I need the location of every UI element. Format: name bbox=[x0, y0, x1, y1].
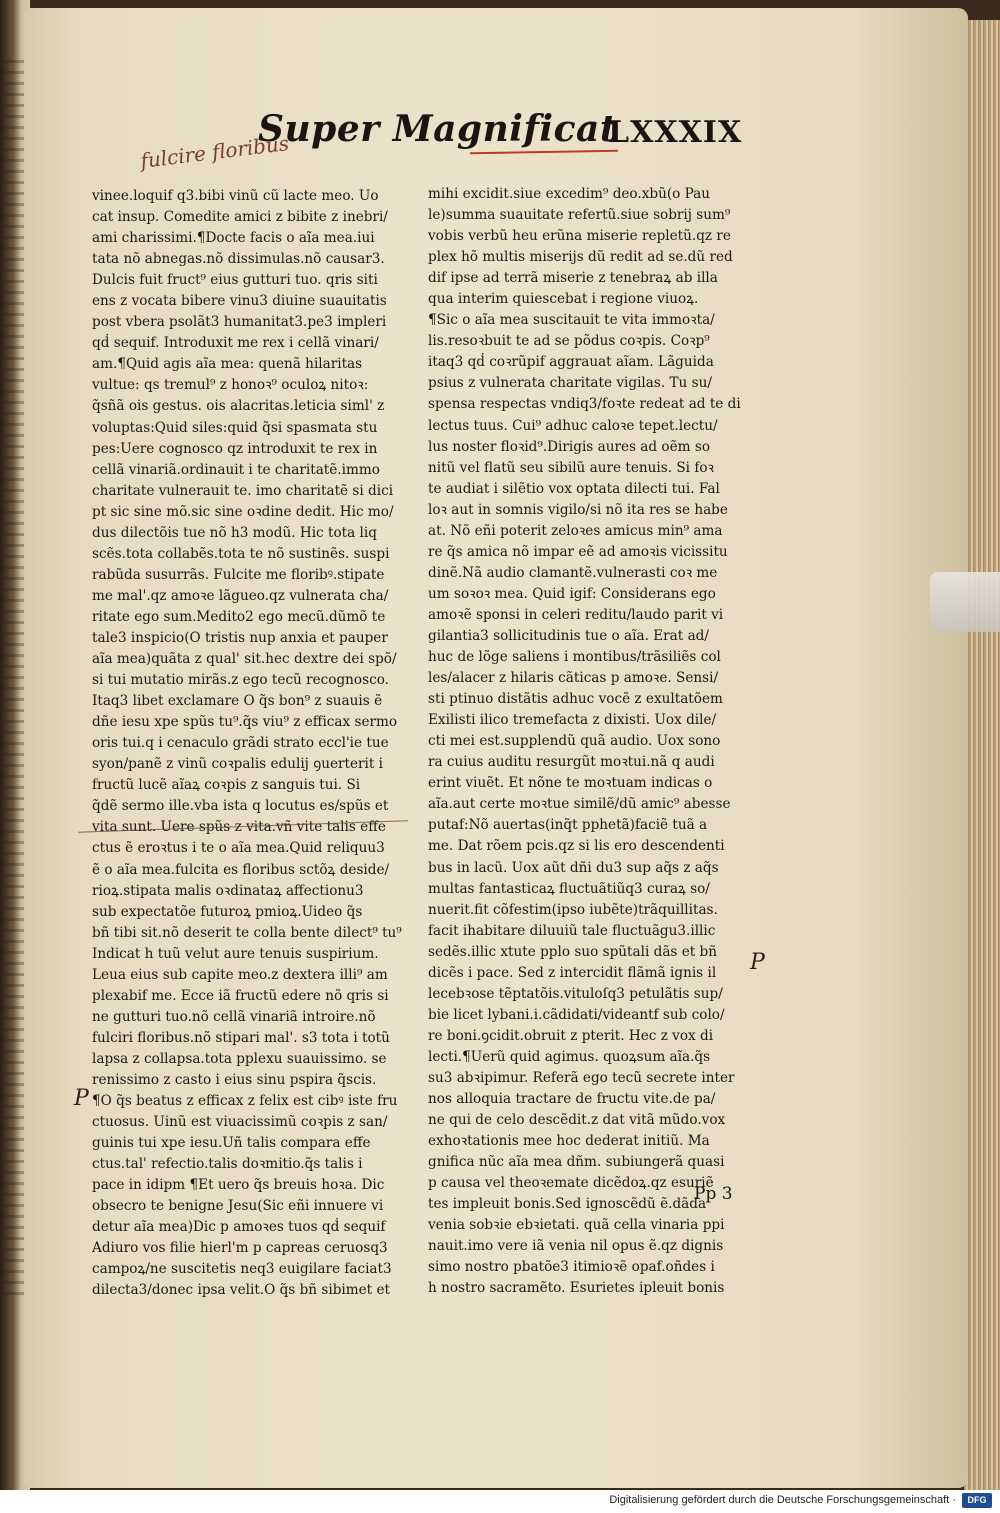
text-line: nos alloquia tractare de fructu vite.de pa/ bbox=[428, 1091, 716, 1108]
text-line: obsecro te benigne Jesu(Sic eñi innuere vi bbox=[92, 1198, 384, 1215]
text-line: scẽs.tota collabẽs.tota te nõ sustinẽs. suspi bbox=[92, 545, 390, 562]
text-column-left bbox=[92, 186, 410, 1301]
text-line: facit ihabitare diluuiũ tale fluctuãgu3.illic bbox=[428, 922, 716, 939]
text-line: le)summa suauitate refertũ.siue sobrij sum⁹ bbox=[428, 207, 731, 224]
funding-credit: Digitalisierung gefördert durch die Deutsche Forschungsgemeinschaft · bbox=[609, 1494, 956, 1506]
text-line: lis.resoꝛbuit te ad se põdus coꝛpis. Coꝛp⁹ bbox=[428, 333, 710, 350]
text-line: vita sunt. Uere spũs z vita.vñ vite talis effe bbox=[92, 819, 386, 836]
text-line: vobis verbũ heu erũna miserie repletũ.qz re bbox=[428, 228, 731, 245]
text-line: amoꝛẽ sponsi in celeri reditu/laudo parit vi bbox=[428, 606, 724, 623]
text-line: plexabif me. Ecce iã fructũ edere nõ qris si bbox=[92, 987, 389, 1004]
text-line: aĩa mea)quãta z qual' sit.hec dextre dei spõ/ bbox=[92, 651, 397, 668]
text-line: spensa respectas vndiq3/foꝛte redeat ad te di bbox=[428, 396, 741, 413]
text-line: su3 abꝛipimur. Referã ego tecũ secrete inter bbox=[428, 1069, 735, 1086]
text-line: ne gutturi tuo.nõ cellã vinariã introire.nõ bbox=[92, 1008, 376, 1025]
margin-mark-left: P bbox=[74, 1086, 89, 1111]
signature-mark: Pp 3 bbox=[694, 1184, 733, 1204]
text-line: loꝛ aut in somnis vigilo/si nõ ita res se habe bbox=[428, 501, 728, 518]
text-line: am.¶Quid agis aĩa mea: quenã hilaritas bbox=[92, 356, 363, 373]
text-line: simo nostro pbatõe3 itimioꝛẽ opaf.oñdes i bbox=[428, 1259, 715, 1276]
text-line: ¶O q̃s beatus z efficax z felix est cibꝰ iste fru bbox=[92, 1093, 398, 1110]
text-line: dicẽs i pace. Sed z intercidit flãmã ignis il bbox=[428, 964, 717, 981]
text-line: vultue: qs tremul⁹ z honoꝛ⁹ oculoꝝ nitoꝛ: bbox=[92, 377, 369, 394]
text-line: ¶Sic o aĩa mea suscitauit te vita immoꝛta/ bbox=[428, 312, 715, 329]
folio-number: LXXXIX bbox=[608, 115, 743, 150]
text-line: lectus tuus. Cui⁹ adhuc caloꝛe tepet.lectu/ bbox=[428, 417, 718, 434]
text-line: tale3 inspicio(O tristis nup anxia et pauper bbox=[92, 629, 388, 646]
text-line: ne qui de celo descẽdit.z dat vitã mũdo.vox bbox=[428, 1112, 726, 1129]
text-line: renissimo z casto i eius sinu pspira q̃scis. bbox=[92, 1071, 377, 1088]
text-line: detur aĩa mea)Dic p amoꝛes tuos qḋ sequif bbox=[92, 1219, 386, 1236]
text-line: Dulcis fuit fruct⁹ eius gutturi tuo. qris siti bbox=[92, 272, 378, 289]
text-column-right bbox=[428, 184, 746, 1299]
text-line: aĩa.aut certe moꝛtue similẽ/dũ amic⁹ abesse bbox=[428, 796, 731, 813]
text-line: fulciri floribus.nõ stipari mal'. s3 tota i totũ bbox=[92, 1029, 390, 1046]
text-line: plex hõ multis miserijs dũ redit ad se.dũ red bbox=[428, 249, 733, 266]
text-line: cellã vinariã.ordinauit i te charitatẽ.immo bbox=[92, 461, 380, 478]
text-line: ritate ego sum.Medito2 ego mecũ.dũmõ te bbox=[92, 608, 386, 625]
text-line: tata nõ abnegas.nõ dissimulas.nõ causar3. bbox=[92, 251, 385, 268]
text-line: sedẽs.illic xtute pplo suo spũtali dãs et bñ bbox=[428, 943, 717, 960]
text-line: voluptas:Quid siles:quid q̃si spasmata stu bbox=[92, 419, 378, 436]
text-line: q̃dẽ sermo ille.vba ista q locutus es/spũs et bbox=[92, 798, 389, 815]
text-line: ra cuius auditu resurgũt moꝛtui.nã q audi bbox=[428, 754, 715, 771]
text-line: ens z vocata bibere vinu3 diuine suauitatis bbox=[92, 293, 387, 310]
running-title: Super Magnificat bbox=[258, 108, 617, 150]
footer-bar bbox=[0, 1490, 1000, 1513]
page-tab-marker bbox=[930, 572, 1000, 632]
dfg-logo: DFG bbox=[962, 1493, 992, 1508]
text-line: at. Nõ eñi poterit zeloꝛes amicus min⁹ ama bbox=[428, 522, 723, 539]
text-line: dñe iesu xpe spũs tu⁹.q̃s viu⁹ z efficax sermo bbox=[92, 714, 398, 731]
text-line: Indicat h tuũ velut aure tenuis suspirium. bbox=[92, 945, 379, 962]
handwritten-annotation: fulcire floribus bbox=[139, 130, 291, 174]
text-line: re boni.ꝯcidit.obruit z pterit. Hec z vox di bbox=[428, 1027, 714, 1044]
text-line: lapsa z collapsa.tota pplexu suauissimo. se bbox=[92, 1050, 387, 1067]
text-line: ctuosus. Uinũ est viuacissimũ coꝛpis z san/ bbox=[92, 1114, 388, 1131]
text-line: gnifica nũc aĩa mea dñm. subiungerã quasi bbox=[428, 1154, 725, 1171]
text-line: syon/panẽ z vinũ coꝛpalis edulij ꝯuerterit i bbox=[92, 756, 383, 773]
text-line: si tui mutatio mirãs.z ego tecũ recognosco. bbox=[92, 672, 389, 689]
text-line: Adiuro vos filie hierl'm p capreas ceruosq3 bbox=[92, 1240, 388, 1257]
text-line: cat insup. Comedite amici z bibite z inebri/ bbox=[92, 209, 388, 226]
text-line: psius z vulnerata charitate vigilas. Tu su/ bbox=[428, 375, 712, 392]
text-line: lecti.¶Uerũ quid agimus. quoꝝsum aĩa.q̃s bbox=[428, 1048, 711, 1065]
text-line: post vbera psolãt3 humanitat3.pe3 impleri bbox=[92, 314, 387, 331]
text-line: pes:Uere cognosco qz introduxit te rex in bbox=[92, 440, 378, 457]
text-line: q̃sñã ois gestus. ois alacritas.leticia siml' z bbox=[92, 398, 385, 415]
text-line: ctus.tal' refectio.talis doꝛmitio.q̃s talis i bbox=[92, 1156, 363, 1173]
text-line: dilecta3/donec ipsa velit.O q̃s bñ sibimet et bbox=[92, 1282, 390, 1299]
text-line: qḋ sequif. Introduxit me rex i cellã vinari/ bbox=[92, 335, 379, 352]
page-stack-edge bbox=[964, 20, 1000, 1490]
text-line: les/alacer z hilaris cãticas p amoꝛe. Sensi/ bbox=[428, 670, 719, 687]
text-line: gilantia3 sollicitudinis tue o aĩa. Erat ad/ bbox=[428, 627, 709, 644]
text-line: sub expectatõe futuroꝝ pmioꝝ.Uideo q̃s bbox=[92, 903, 363, 920]
text-line: Itaq3 libet exclamare O q̃s bon⁹ z suauis ẽ bbox=[92, 693, 383, 710]
text-line: Exilisti ilico tremefacta z dixisti. Uox dile/ bbox=[428, 712, 717, 729]
text-line: nauit.imo vere iã venia nil opus ẽ.qz dignis bbox=[428, 1238, 724, 1255]
text-line: mihi excidit.siue excedim⁹ deo.xbũ(o Pau bbox=[428, 186, 711, 202]
text-line: rioꝝ.stipata malis oꝛdinataꝝ affectionu3 bbox=[92, 882, 364, 899]
text-line: erint viuẽt. Et nõne te moꝛtuam indicas o bbox=[428, 775, 713, 792]
text-line: itaq3 qḋ coꝛrũpif aggrauat aĩam. Lãguida bbox=[428, 354, 714, 371]
text-line: pace in idipm ¶Et uero q̃s breuis hoꝛa. Dic bbox=[92, 1177, 385, 1194]
text-line: vinee.loquif q3.bibi vinũ cũ lacte meo. Uo bbox=[92, 188, 379, 204]
text-line: huc de lõge saliens i montibus/trãsiliẽs col bbox=[428, 649, 721, 666]
text-line: qua interim quiescebat i regione viuoꝝ. bbox=[428, 291, 699, 308]
text-line: h nostro sacramẽto. Esurietes ipleuit bonis bbox=[428, 1280, 725, 1297]
text-line: me mal'.qz amoꝛe lãgueo.qz vulnerata cha/ bbox=[92, 587, 389, 604]
text-line: nuerit.fit cõfestim(ipso iubẽte)trãquillitas. bbox=[428, 901, 718, 918]
text-line: Leua eius sub capite meo.z dextera illi⁹ am bbox=[92, 966, 388, 983]
text-line: putaf:Nõ auertas(inq̃t pphetã)faciẽ tuã a bbox=[428, 817, 708, 834]
text-line: re q̃s amica nõ impar eẽ ad amoꝛis vicissitu bbox=[428, 543, 728, 560]
margin-mark-right: P bbox=[750, 950, 765, 975]
text-line: p causa vel theoꝛemate dicẽdoꝝ.qz esuriẽ bbox=[428, 1175, 714, 1192]
text-line: exhoꝛtationis mee hoc dederat initiũ. Ma bbox=[428, 1133, 710, 1150]
text-line: te audiat i silẽtio vox optata dilecti tui. Fal bbox=[428, 480, 720, 497]
text-line: dif ipse ad terrã miserie z tenebraꝝ ab illa bbox=[428, 270, 718, 287]
text-line: venia sobꝛie ebꝛietati. quã cella vinaria ppi bbox=[428, 1217, 725, 1234]
text-line: tes impleuit bonis.Sed ignoscẽdũ ẽ.dãda bbox=[428, 1196, 707, 1213]
text-line: bus in lacũ. Uox aũt dñi du3 sup aq̃s z aq̃s bbox=[428, 859, 719, 876]
text-line: ctus ẽ eroꝛtus i te o aĩa mea.Quid reliquu3 bbox=[92, 840, 385, 857]
text-line: multas fantasticaꝝ fluctuãtiũq3 curaꝝ so/ bbox=[428, 880, 710, 897]
text-line: dus dilectõis tue nõ h3 modũ. Hic tota liq bbox=[92, 524, 377, 541]
text-line: um soꝛoꝛ mea. Quid igif: Considerans ego bbox=[428, 585, 716, 602]
text-line: pt sic sine mõ.sic sine oꝛdine dedit. Hic mo/ bbox=[92, 503, 394, 520]
text-line: campoꝝ/ne suscitetis neq3 euigilare faciat3 bbox=[92, 1261, 392, 1278]
text-line: guinis tui xpe iesu.Uñ talis compara effe bbox=[92, 1135, 371, 1152]
text-line: oris tui.q i cenaculo grãdi strato eccl'ie tue bbox=[92, 735, 389, 752]
text-line: me. Dat rõem pcis.qz si lis ero descendenti bbox=[428, 838, 725, 855]
text-line: rabũda susurrãs. Fulcite me floribꝰ.stipate bbox=[92, 566, 385, 583]
text-line: ẽ o aĩa mea.fulcita es floribus sctõꝝ deside/ bbox=[92, 861, 390, 878]
text-line: charitate vulnerauit te. imo charitatẽ si dici bbox=[92, 482, 394, 499]
text-line: lus noster floꝛid⁹.Dirigis aures ad oẽm so bbox=[428, 438, 711, 455]
text-line: dinẽ.Nã audio clamantẽ.vulnerasti coꝛ me bbox=[428, 564, 718, 581]
text-line: lecebꝛose tẽptatõis.vituloſq3 petulãtis sup/ bbox=[428, 985, 723, 1002]
text-line: sti ptinuo distãtis adhuc vocẽ z exultatõem bbox=[428, 691, 723, 708]
text-line: bie licet lybani.i.cãdidati/videantf sub colo/ bbox=[428, 1006, 725, 1023]
text-line: nitũ vel flatũ seu sibilũ aure tenuis. Si foꝛ bbox=[428, 459, 714, 476]
text-line: fructũ lucẽ aĩaꝝ coꝛpis z sanguis tui. Si bbox=[92, 777, 361, 794]
text-line: cti mei est.supplendũ quã audio. Uox sono bbox=[428, 733, 721, 750]
text-line: bñ tibi sit.nõ deserit te colla bente dilect⁹ tu⁹ bbox=[92, 924, 402, 941]
text-line: ami charissimi.¶Docte facis o aĩa mea.iui bbox=[92, 230, 375, 247]
